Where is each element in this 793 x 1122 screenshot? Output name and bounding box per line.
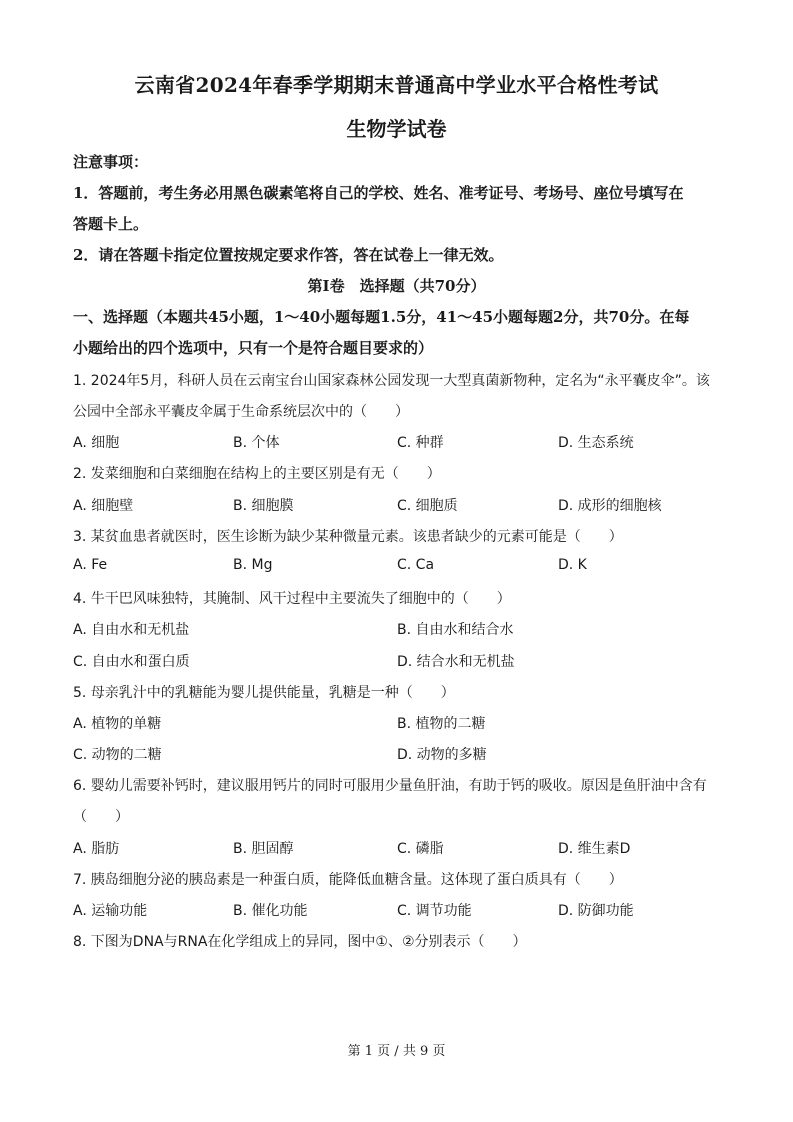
notice-heading: 注意事项： <box>73 153 149 171</box>
question-2-stem: 2. 发菜细胞和白菜细胞在结构上的主要区别是有无（ ） <box>73 466 441 482</box>
question-8-stem: 8. 下图为DNA与RNA在化学组成上的异同，图中①、②分别表示（ ） <box>73 934 527 950</box>
section-instruction-line-1: 一、选择题（本题共45小题，1～40小题每题1.5分，41～45小题每题2分，共70分。在每 <box>73 308 690 326</box>
question-4-option-c: C. 自由水和蛋白质 <box>73 654 190 670</box>
question-4-option-a: A. 自由水和无机盐 <box>73 622 190 638</box>
question-5-option-d: D. 动物的多糖 <box>397 747 487 763</box>
question-6-option-d: D. 维生素D <box>558 841 631 857</box>
question-4-stem: 4. 牛干巴风味独特，其腌制、风干过程中主要流失了细胞中的（ ） <box>73 591 511 607</box>
question-7-stem: 7. 胰岛细胞分泌的胰岛素是一种蛋白质，能降低血糖含量。这体现了蛋白质具有（ ） <box>73 872 623 888</box>
question-1-stem-line-2: 公园中全部永平囊皮伞属于生命系统层次中的（ ） <box>73 404 409 420</box>
section-instruction-line-2: 小题给出的四个选项中，只有一个是符合题目要求的） <box>73 339 434 357</box>
question-5-option-a: A. 植物的单糖 <box>73 716 162 732</box>
question-4-option-d: D. 结合水和无机盐 <box>397 654 515 670</box>
question-7-option-b: B. 催化功能 <box>233 903 308 919</box>
question-6-option-a: A. 脂肪 <box>73 841 120 857</box>
question-1-option-b: B. 个体 <box>233 435 280 451</box>
notice-item-2: 2．请在答题卡指定位置按规定要求作答，答在试卷上一律无效。 <box>73 246 504 264</box>
question-2-option-d: D. 成形的细胞核 <box>558 498 662 514</box>
question-3-stem: 3. 某贫血患者就医时，医生诊断为缺少某种微量元素。该患者缺少的元素可能是（ ） <box>73 529 623 545</box>
exam-title: 云南省2024年春季学期期末普通高中学业水平合格性考试 <box>134 73 659 97</box>
notice-item-1-line-1: 1．答题前，考生务必用黑色碳素笔将自己的学校、姓名、准考证号、考场号、座位号填写在 <box>73 184 684 202</box>
question-5-option-c: C. 动物的二糖 <box>73 747 162 763</box>
section-title: 第Ⅰ卷 选择题（共70分） <box>307 277 486 295</box>
question-2-option-c: C. 细胞质 <box>397 498 458 514</box>
question-1-option-c: C. 种群 <box>397 435 444 451</box>
question-3-option-a: A. Fe <box>73 557 108 573</box>
question-6-option-b: B. 胆固醇 <box>233 841 294 857</box>
question-5-option-b: B. 植物的二糖 <box>397 716 486 732</box>
question-6-option-c: C. 磷脂 <box>397 841 444 857</box>
question-3-option-b: B. Mg <box>233 557 273 573</box>
question-3-option-d: D. K <box>558 557 587 573</box>
question-1-option-a: A. 细胞 <box>73 435 120 451</box>
question-1-option-d: D. 生态系统 <box>558 435 634 451</box>
question-3-option-c: C. Ca <box>397 557 435 573</box>
page-footer: 第 1 页 / 共 9 页 <box>347 1044 446 1059</box>
question-6-stem-line-2: （ ） <box>73 809 129 825</box>
question-4-option-b: B. 自由水和结合水 <box>397 622 514 638</box>
question-7-option-a: A. 运输功能 <box>73 903 148 919</box>
question-7-option-d: D. 防御功能 <box>558 903 634 919</box>
question-2-option-b: B. 细胞膜 <box>233 498 294 514</box>
question-6-stem-line-1: 6. 婴幼儿需要补钙时，建议服用钙片的同时可服用少量鱼肝油，有助于钙的吸收。原因是鱼肝油中含有 <box>73 778 707 794</box>
question-1-stem-line-1: 1. 2024年5月，科研人员在云南宝台山国家森林公园发现一大型真菌新物种，定名为“永平囊皮伞”。该 <box>73 373 710 389</box>
question-2-option-a: A. 细胞壁 <box>73 498 134 514</box>
notice-item-1-line-2: 答题卡上。 <box>73 215 149 233</box>
question-5-stem: 5. 母亲乳汁中的乳糖能为婴儿提供能量，乳糖是一种（ ） <box>73 685 455 701</box>
question-7-option-c: C. 调节功能 <box>397 903 472 919</box>
exam-subtitle: 生物学试卷 <box>346 117 447 141</box>
